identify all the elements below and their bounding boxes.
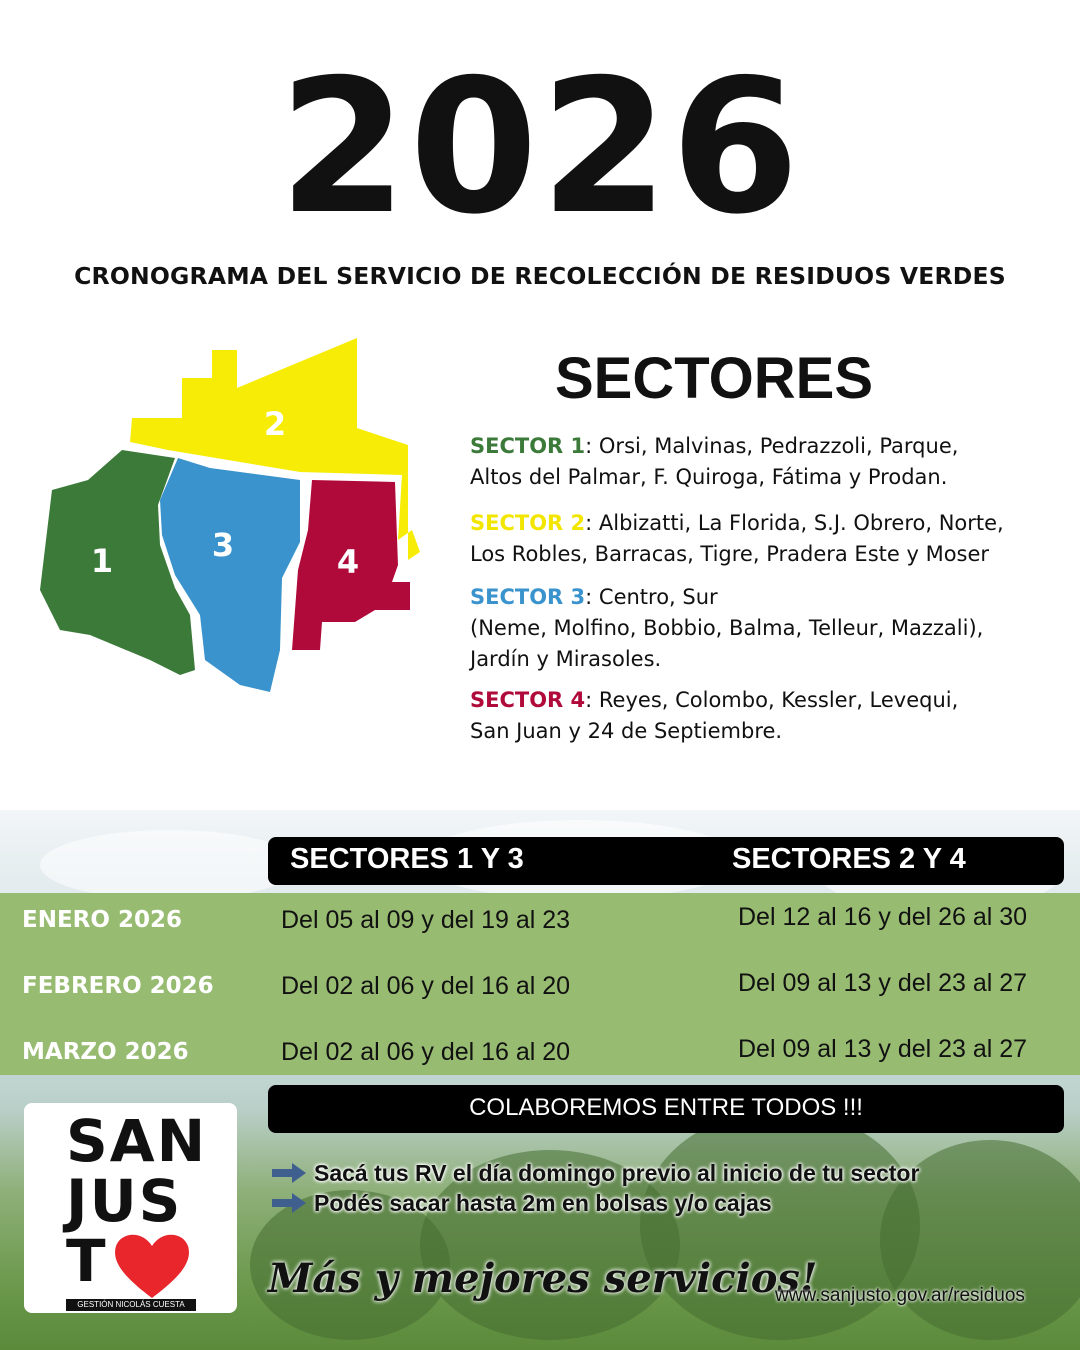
febrero-sectores-1-3: Del 02 al 06 y del 16 al 20	[281, 972, 571, 1000]
sector-1-description	[470, 431, 958, 493]
colaboremos-text: COLABOREMOS ENTRE TODOS !!!	[469, 1094, 863, 1121]
tip-bolsas	[272, 1190, 772, 1217]
sector-4-line1: : Reyes, Colombo, Kessler, Levequi,	[585, 688, 959, 712]
sector-4-line2: San Juan y 24 de Septiembre.	[470, 719, 783, 743]
logo-text-t: T	[66, 1227, 106, 1295]
sector-4-label: 4	[336, 543, 360, 581]
sector-3-description	[470, 582, 983, 675]
sector-3-name: SECTOR 3	[470, 585, 586, 609]
sector-3-line3: Jardín y Mirasoles.	[470, 647, 662, 671]
sector-4-description	[470, 685, 958, 747]
heart-icon	[112, 1230, 192, 1300]
website-link[interactable]: www.sanjusto.gov.ar/residuos	[775, 1285, 1025, 1306]
sector-1-name: SECTOR 1	[470, 434, 586, 458]
sector-4-name: SECTOR 4	[470, 688, 586, 712]
slogan: Más y mejores servicios!	[268, 1255, 818, 1302]
febrero-sectores-2-4: Del 09 al 13 y del 23 al 27	[738, 969, 1028, 997]
header-sectores-2-4: SECTORES 2 Y 4	[732, 843, 966, 875]
sector-2-line1: : Albizatti, La Florida, S.J. Obrero, Norte,	[585, 511, 1004, 535]
sector-1-line2: Altos del Palmar, F. Quiroga, Fátima y Prodan.	[470, 465, 948, 489]
header-sectores-1-3: SECTORES 1 Y 3	[290, 843, 524, 875]
sector-2-name: SECTOR 2	[470, 511, 586, 535]
enero-sectores-2-4: Del 12 al 16 y del 26 al 30	[738, 903, 1028, 931]
month-marzo: MARZO 2026	[22, 1039, 189, 1065]
enero-sectores-1-3: Del 05 al 09 y del 19 al 23	[281, 906, 571, 934]
sector-2-label: 2	[263, 405, 287, 443]
logo-text-jus: JUS	[66, 1167, 183, 1235]
logo-tagline: GESTIÓN NICOLÁS CUESTA	[66, 1299, 196, 1311]
month-enero: ENERO 2026	[22, 907, 182, 933]
tip-bolsas-text: Podés sacar hasta 2m en bolsas y/o cajas	[314, 1190, 772, 1216]
tip-domingo-text: Sacá tus RV el día domingo previo al inicio de tu sector	[314, 1160, 920, 1186]
sectores-heading: SECTORES	[555, 346, 874, 411]
logo-text-san: SAN	[66, 1107, 208, 1175]
sector-3-label: 3	[211, 526, 235, 564]
sector-map	[30, 330, 430, 700]
month-febrero: FEBRERO 2026	[22, 973, 214, 999]
year-title: 2026	[278, 39, 802, 255]
arrow-right-icon	[272, 1163, 306, 1183]
marzo-sectores-2-4: Del 09 al 13 y del 23 al 27	[738, 1035, 1028, 1063]
tip-domingo	[272, 1160, 919, 1187]
sector-2-line2: Los Robles, Barracas, Tigre, Pradera Este y Moser	[470, 542, 990, 566]
marzo-sectores-1-3: Del 02 al 06 y del 16 al 20	[281, 1038, 571, 1066]
sector-3-line2: (Neme, Molfino, Bobbio, Balma, Telleur, Mazzali),	[470, 616, 984, 640]
page-subtitle: CRONOGRAMA DEL SERVICIO DE RECOLECCIÓN DE RESIDUOS VERDES	[74, 262, 1006, 290]
sector-1-line1: : Orsi, Malvinas, Pedrazzoli, Parque,	[585, 434, 959, 458]
arrow-right-icon	[272, 1193, 306, 1213]
sector-1-label: 1	[90, 542, 114, 580]
sector-3-line1: : Centro, Sur	[585, 585, 718, 609]
sector-2-description	[470, 508, 1004, 570]
